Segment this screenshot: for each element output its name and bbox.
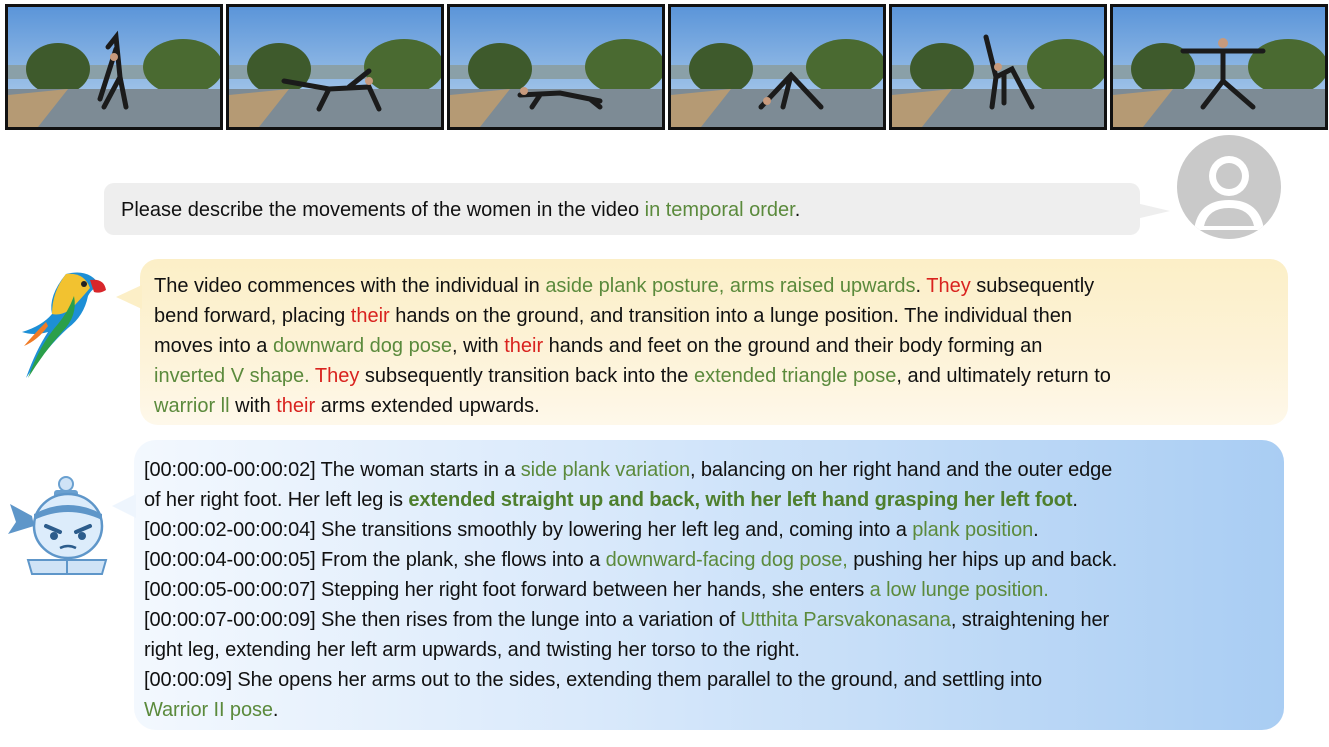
text-segment: [00:00:07-00:00:09] She then rises from the lunge into a variation of — [144, 609, 741, 631]
highlighted-phrase: side plank variation — [520, 459, 690, 481]
text-segment: , balancing on her right hand and the outer edge — [690, 459, 1113, 481]
text-segment: . — [272, 699, 279, 721]
sage-response-line — [144, 695, 1279, 725]
user-message-highlight: in temporal order — [644, 199, 795, 221]
highlighted-phrase: downward-facing dog pose, — [605, 549, 848, 571]
parrot-logo-icon — [18, 266, 113, 384]
highlighted-phrase: Utthita Parsvakonasana — [740, 609, 951, 631]
video-frame-6 — [1110, 4, 1328, 130]
parrot-response-line — [154, 331, 1279, 361]
sage-response-line — [144, 455, 1279, 485]
pronoun-error: They — [314, 365, 360, 387]
parrot-response-text — [154, 271, 1279, 421]
highlighted-phrase: downward dog pose — [272, 335, 452, 357]
text-segment: . — [1072, 489, 1078, 511]
highlighted-phrase: warrior ll — [154, 395, 230, 417]
pronoun-error: their — [504, 335, 544, 357]
video-frame-4 — [668, 4, 886, 130]
parrot-response-line — [154, 391, 1279, 421]
highlighted-phrase: aside plank posture, arms raised upwards — [545, 275, 916, 297]
sage-response-bubble — [134, 440, 1284, 730]
text-segment: . — [915, 275, 927, 297]
text-segment: [00:00:05-00:00:07] Stepping her right foot forward between her hands, she enters — [144, 579, 870, 601]
user-avatar-icon — [1176, 134, 1282, 240]
highlighted-phrase: a low lunge position. — [869, 579, 1049, 601]
text-segment: right leg, extending her left arm upwards, and twisting her torso to the right. — [144, 639, 800, 661]
pronoun-error: their — [276, 395, 316, 417]
sage-response-line — [144, 575, 1279, 605]
text-segment: . — [1033, 519, 1039, 541]
user-message-suffix: . — [794, 199, 801, 221]
parrot-response-line — [154, 271, 1279, 301]
text-segment: subsequently transition back into the — [359, 365, 694, 387]
user-message-bubble — [104, 183, 1140, 235]
sage-mascot-icon — [6, 474, 124, 580]
pronoun-error: their — [350, 305, 390, 327]
parrot-response-bubble — [140, 259, 1288, 425]
text-segment: [00:00:09] She opens her arms out to the sides, extending them parallel to the ground, and settling into — [144, 669, 1042, 691]
highlighted-phrase: extended triangle pose — [693, 365, 897, 387]
text-segment: , with — [451, 335, 505, 357]
text-segment: hands and feet on the ground and their body forming an — [543, 335, 1043, 357]
pronoun-error: They — [926, 275, 971, 297]
sage-response-line — [144, 605, 1279, 635]
text-segment: moves into a — [154, 335, 273, 357]
user-message-text — [121, 197, 800, 223]
text-segment: [00:00:02-00:00:04] She transitions smoothly by lowering her left leg and, coming into a — [144, 519, 913, 541]
parrot-response-line — [154, 301, 1279, 331]
sage-response-line — [144, 485, 1279, 515]
highlighted-phrase: extended straight up and back, with her left hand grasping her left foot — [408, 489, 1073, 511]
video-frame-5 — [889, 4, 1107, 130]
sage-response-line — [144, 665, 1279, 695]
video-frame-1 — [5, 4, 223, 130]
sage-response-line — [144, 545, 1279, 575]
text-segment: [00:00:00-00:00:02] The woman starts in a — [144, 459, 521, 481]
video-frame-3 — [447, 4, 665, 130]
parrot-response-line — [154, 361, 1279, 391]
text-segment: [00:00:04-00:00:05] From the plank, she flows into a — [144, 549, 606, 571]
text-segment: , and ultimately return to — [896, 365, 1111, 387]
text-segment: , straightening her — [950, 609, 1110, 631]
sage-response-line — [144, 515, 1279, 545]
text-segment: pushing her hips up and back. — [847, 549, 1118, 571]
sage-response-text — [144, 455, 1279, 725]
text-segment: hands on the ground, and transition into a lunge position. The individual then — [389, 305, 1073, 327]
text-segment: The video commences with the individual in — [154, 275, 546, 297]
text-segment: of her right foot. Her left leg is — [144, 489, 409, 511]
video-frames-strip — [5, 4, 1327, 130]
highlighted-phrase: inverted V shape. — [154, 365, 315, 387]
sage-response-line — [144, 635, 1279, 665]
video-frame-2 — [226, 4, 444, 130]
text-segment: with — [229, 395, 277, 417]
highlighted-phrase: Warrior II pose — [144, 699, 273, 721]
text-segment: bend forward, placing — [154, 305, 351, 327]
highlighted-phrase: plank position — [912, 519, 1034, 541]
text-segment: subsequently — [970, 275, 1095, 297]
user-message-prefix: Please describe the movements of the women in the video — [121, 199, 645, 221]
text-segment: arms extended upwards. — [315, 395, 540, 417]
